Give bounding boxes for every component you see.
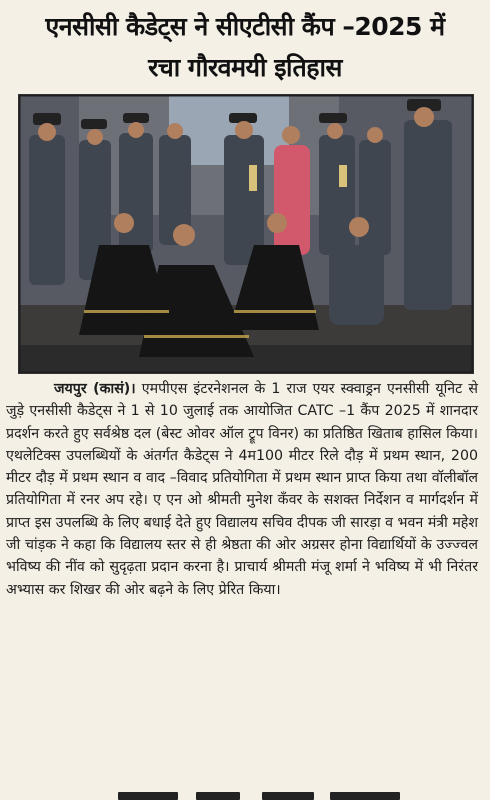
headline — [10, 6, 480, 88]
article-text: एमपीएस इंटरनेशनल के 1 राज एयर स्क्वाड्रन एनसीसी यूनिट से जुड़े एनसीसी कैडेट्स ने 1 से 10 जुलाई तक आयोजित CATC –1 कैंप 2025 में शानदार प्रदर्शन करते हुए सर्वश्रेष्ठ दल (बेस्ट ओवर ऑल ट्रूप विनर) का प्रतिष्ठित खिताब हासिल किया। एथलेटिक्स उपलब्धियों के अंतर्गत कैडेट्स ने 4म100 मीटर रिले दौड़ में प्रथम स्थान, 200 मीटर दौड़ में प्रथम स्थान व वाद –विवाद प्रतियोगिता में प्रथम स्थान प्राप्त किया तथा वॉलीबॉल प्रतियोगिता में रनर अप रहे। ए एन ओ श्रीमती मुनेश कँवर के सशक्त निर्देशन व मार्गदर्शन में प्राप्त इस उपलब्धि के लिए बधाई देते हुए विद्यालय सचिव दीपक जी सारड़ा व भवन मंत्री महेश जी चांड़क ने कहा कि विद्यालय स्तर से ही श्रेष्ठता की ओर अग्रसर होना विद्यार्थियों के उज्ज्वल भविष्य की नींव को सुदृढ़ता प्रदान करना है। प्राचार्य श्रीमती मंजू शर्मा ने भविष्य में भी निरंतर अभ्यास कर शिखर की ओर बढ़ने के लिए प्रेरित किया। — [6, 381, 478, 598]
group-photo-icon — [19, 95, 473, 373]
headline-line-1: एनसीसी कैडेट्स ने सीएटीसी कैंप –2025 में — [45, 12, 445, 41]
dateline: जयपुर (कासं)। — [54, 381, 136, 397]
next-article-edge — [0, 790, 490, 800]
article-paragraph — [6, 378, 478, 601]
article-body — [6, 378, 478, 601]
group-photo — [18, 94, 474, 374]
headline-line-2: रचा गौरवमयी इतिहास — [148, 53, 342, 82]
